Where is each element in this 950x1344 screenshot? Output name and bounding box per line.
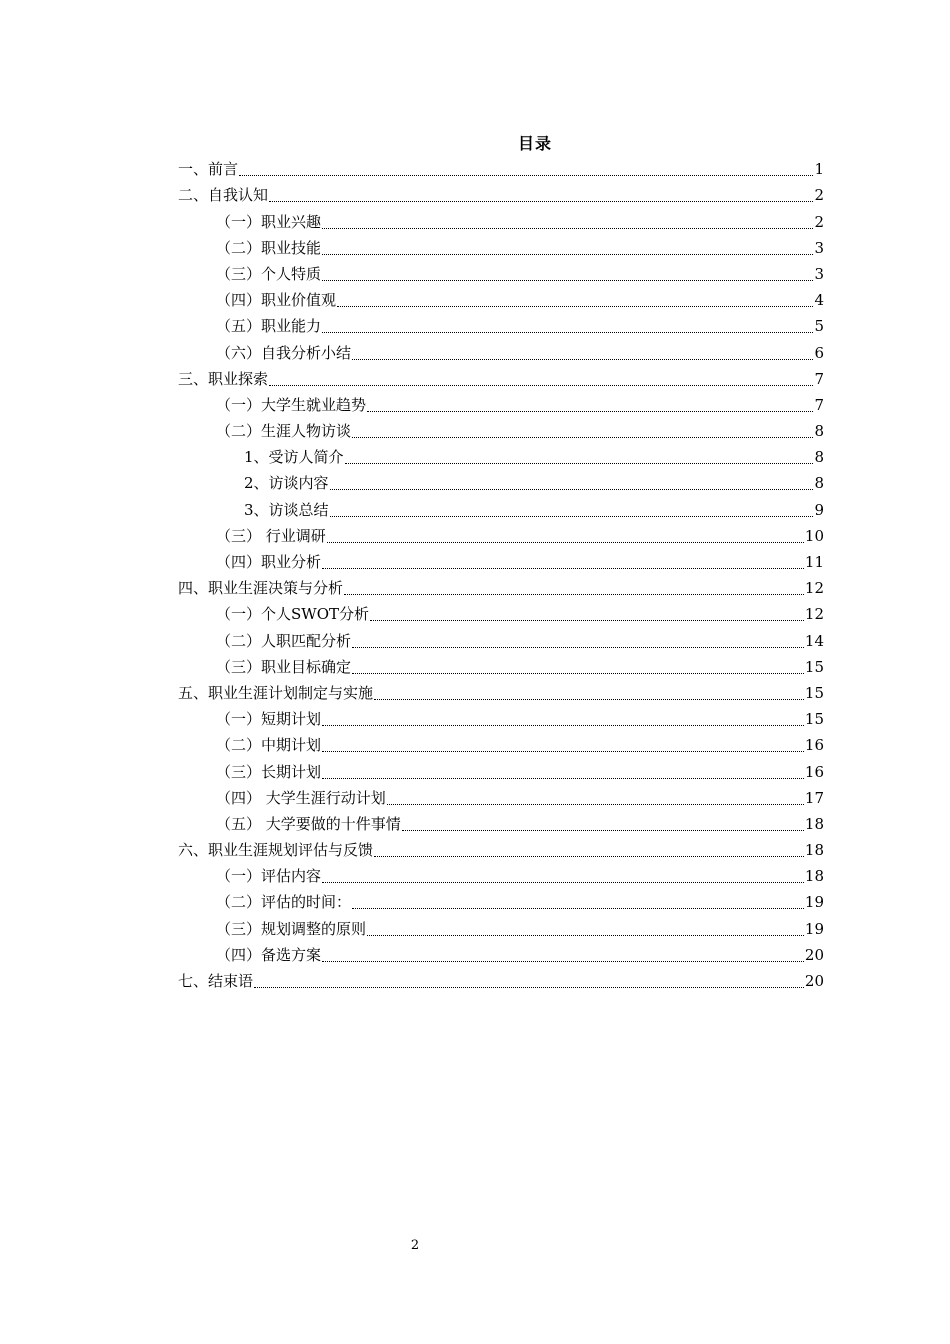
toc-entry-page: 3 (814, 264, 824, 283)
toc-entry-title: （二）职业技能 (216, 238, 322, 257)
toc-entry-title: 一、前言 (178, 160, 239, 179)
toc-entry-title: （四）职业价值观 (216, 291, 337, 310)
toc-entry-title: （四）备选方案 (216, 945, 322, 964)
dot-leader (352, 628, 804, 654)
dot-leader (352, 889, 804, 915)
toc-entry-title: （六）自我分析小结 (216, 343, 352, 362)
toc-entry[interactable] (178, 496, 824, 522)
toc-entry-title: （三）规划调整的原则 (216, 919, 367, 938)
dot-leader (322, 759, 804, 785)
toc-entry-page: 14 (804, 631, 824, 650)
toc-entry-page: 20 (804, 972, 824, 990)
toc-entry-page: 10 (804, 526, 824, 545)
dot-leader (269, 366, 813, 392)
toc-entry-title: 三、职业探索 (178, 369, 269, 388)
dot-leader (374, 680, 804, 706)
toc-entry[interactable] (178, 889, 824, 915)
toc-entry-page: 9 (814, 500, 824, 519)
dot-leader (352, 418, 813, 444)
toc-title: 目录 (517, 134, 552, 153)
toc-entry-page: 1 (814, 160, 824, 179)
toc-entry-page: 8 (814, 422, 824, 441)
dot-leader (322, 706, 804, 732)
toc-entry[interactable] (178, 549, 824, 575)
toc-entry-title: （三）长期计划 (216, 762, 322, 781)
toc-entry-title: （一）个人SWOT分析 (216, 605, 369, 624)
toc-entry[interactable] (178, 654, 824, 680)
toc-entry-page: 20 (804, 945, 824, 964)
toc-entry-page: 7 (814, 395, 824, 414)
toc-entry[interactable] (178, 523, 824, 549)
dot-leader (367, 916, 804, 942)
toc-entry-page: 12 (804, 579, 824, 598)
toc-entry-title: （三） 行业调研 (216, 526, 326, 545)
toc-entry-page: 12 (804, 605, 824, 624)
toc-entry[interactable] (178, 287, 824, 313)
toc-entry[interactable] (178, 942, 824, 968)
toc-entry-title: （一）短期计划 (216, 710, 322, 729)
dot-leader (322, 313, 813, 339)
dot-leader (402, 811, 804, 837)
dot-leader (327, 523, 804, 549)
toc-entry-title: （二）生涯人物访谈 (216, 422, 352, 441)
dot-leader (344, 575, 804, 601)
toc-entry[interactable] (178, 182, 824, 208)
toc-entry[interactable] (178, 915, 824, 941)
dot-leader (254, 968, 804, 994)
toc-entry-title: （四） 大学生涯行动计划 (216, 788, 386, 807)
toc-entry[interactable] (178, 863, 824, 889)
toc-entry-page: 15 (804, 710, 824, 729)
toc-entry-title: 四、职业生涯决策与分析 (178, 579, 344, 598)
toc-entry-page: 15 (804, 683, 824, 702)
toc-entry-page: 4 (814, 291, 824, 310)
toc-entry[interactable] (178, 339, 824, 365)
toc-entry-page: 8 (814, 448, 824, 467)
toc-entry[interactable] (178, 627, 824, 653)
dot-leader (322, 863, 804, 889)
dot-leader (322, 261, 813, 287)
toc-entry[interactable] (178, 706, 824, 732)
toc-entry-page: 15 (804, 657, 824, 676)
dot-leader (345, 444, 814, 470)
dot-leader (367, 392, 813, 418)
toc-entry-title: 2、访谈内容 (244, 474, 329, 493)
toc-entry-title: （一）职业兴趣 (216, 212, 322, 231)
toc-entry-title: （四）职业分析 (216, 553, 322, 571)
dot-leader (330, 470, 814, 496)
toc-entry-title: （一）大学生就业趋势 (216, 395, 367, 414)
toc-entry[interactable] (178, 392, 824, 418)
page-number: 2 (410, 1238, 420, 1253)
toc-entry-title: （五）职业能力 (216, 317, 322, 336)
toc-entry[interactable] (178, 313, 824, 339)
toc-entry[interactable] (178, 601, 824, 627)
table-of-contents (178, 156, 824, 994)
toc-entry[interactable] (178, 470, 824, 496)
toc-entry-title: 1、受访人简介 (244, 448, 344, 467)
dot-leader (322, 235, 813, 261)
toc-entry[interactable] (178, 366, 824, 392)
dot-leader (322, 942, 804, 968)
toc-entry[interactable] (178, 811, 824, 837)
toc-entry-page: 2 (814, 186, 824, 205)
toc-entry-page: 19 (804, 919, 824, 938)
dot-leader (239, 156, 813, 182)
toc-entry-page: 19 (804, 893, 824, 912)
dot-leader (322, 549, 804, 575)
toc-entry-title: （三）个人特质 (216, 264, 322, 283)
toc-entry-page: 7 (814, 369, 824, 388)
toc-entry[interactable] (178, 837, 824, 863)
toc-entry[interactable] (178, 968, 824, 994)
toc-entry[interactable] (178, 785, 824, 811)
dot-leader (322, 209, 813, 235)
dot-leader (337, 287, 813, 313)
toc-entry-page: 3 (814, 238, 824, 257)
toc-entry-page: 16 (804, 736, 824, 755)
toc-entry-page: 6 (814, 343, 824, 362)
toc-entry[interactable] (178, 156, 824, 182)
dot-leader (322, 732, 804, 758)
toc-entry-page: 11 (804, 553, 824, 571)
toc-entry[interactable] (178, 575, 824, 601)
dot-leader (387, 785, 804, 811)
toc-entry-page: 16 (804, 762, 824, 781)
toc-entry-page: 18 (804, 814, 824, 833)
dot-leader (374, 837, 804, 863)
toc-entry[interactable] (178, 235, 824, 261)
toc-entry-title: 3、访谈总结 (244, 500, 329, 519)
toc-entry-title: （三）职业目标确定 (216, 657, 352, 676)
toc-entry-title: （五） 大学要做的十件事情 (216, 814, 401, 833)
toc-entry[interactable] (178, 732, 824, 758)
toc-entry-title: （二）人职匹配分析 (216, 631, 352, 650)
toc-entry-page: 5 (814, 317, 824, 336)
toc-entry[interactable] (178, 261, 824, 287)
dot-leader (269, 182, 813, 208)
toc-entry[interactable] (178, 208, 824, 234)
toc-entry-title: 五、职业生涯计划制定与实施 (178, 683, 374, 702)
toc-entry-title: （二）评估的时间： (216, 893, 352, 912)
dot-leader (330, 497, 814, 523)
toc-entry-page: 18 (804, 867, 824, 886)
toc-entry[interactable] (178, 418, 824, 444)
toc-entry-page: 18 (804, 841, 824, 860)
toc-entry[interactable] (178, 758, 824, 784)
toc-entry[interactable] (178, 680, 824, 706)
toc-entry-page: 8 (814, 474, 824, 493)
toc-entry-title: 七、结束语 (178, 972, 254, 990)
dot-leader (370, 601, 804, 627)
toc-entry-title: 六、职业生涯规划评估与反馈 (178, 841, 374, 860)
toc-entry-page: 17 (804, 788, 824, 807)
toc-entry-title: （二）中期计划 (216, 736, 322, 755)
toc-entry-title: （一）评估内容 (216, 867, 322, 886)
toc-entry[interactable] (178, 444, 824, 470)
toc-entry-title: 二、自我认知 (178, 186, 269, 205)
dot-leader (352, 654, 804, 680)
toc-entry-page: 2 (814, 212, 824, 231)
dot-leader (352, 340, 813, 366)
